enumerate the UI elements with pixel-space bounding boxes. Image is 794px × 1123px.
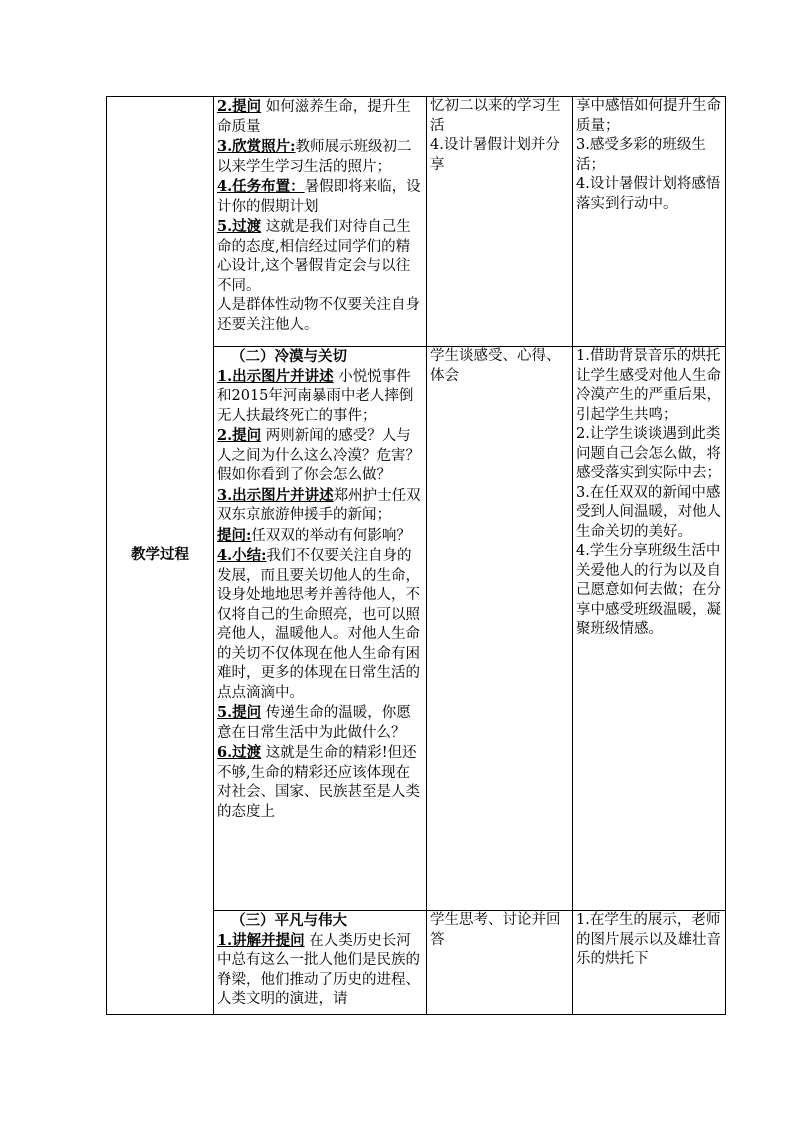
student-activity-cell: 忆初二以来的学习生活 4.设计暑假计划并分享 <box>427 97 573 347</box>
teacher-activity-cell <box>214 347 427 911</box>
list-item: 6.过渡 这就是生命的精彩!但还不够,生命的精彩还应该体现在对社会、国家、民族甚至是人类的态度上 <box>217 744 420 820</box>
student-activity-cell: 学生谈感受、心得、体会 <box>427 347 573 911</box>
list-item: 2.提问 两则新闻的感受？人与人之间为什么这么冷漠？危害？假如你看到了你会怎么做？ <box>217 427 420 483</box>
student-activity-cell: 学生思考、讨论并回答 <box>427 911 573 1015</box>
list-item: 3.欣赏照片:教师展示班级初二以来学生学习生活的照片； <box>217 138 412 175</box>
design-intent-cell: 1.在学生的展示，老师的图片展示以及雄壮音乐的烘托下 <box>573 911 726 1015</box>
row-header: 教学过程 <box>107 97 214 1015</box>
section-title: （三）平凡与伟大 <box>231 912 347 929</box>
list-item: 4.小结:我们不仅要关注自身的发展，而且要关切他人的生命，设身处地地思考并善待他人，不仅将自己的生命照亮，也可以照亮他人，温暖他人。对他人生命的关切不仅体现在他人生命有困难时，更多的体现在日常生活的点点滴滴中。 <box>217 547 420 701</box>
list-item: 人是群体性动物不仅要关注自身还要关注他人。 <box>217 297 420 333</box>
list-item: 1.讲解并提问 在人类历史长河中总有这么一批人他们是民族的脊梁，他们推动了历史的进程、人类文明的演进，请 <box>217 931 420 1007</box>
list-item: 5.提问 传递生命的温暖，你愿意在日常生活中为此做什么？ <box>217 704 411 741</box>
teacher-activity-cell <box>214 97 427 347</box>
lesson-table <box>106 96 726 1015</box>
section-title: （二）冷漠与关切 <box>231 348 347 365</box>
teacher-activity-cell <box>214 911 427 1015</box>
design-intent-cell: 享中感悟如何提升生命质量； 3.感受多彩的班级生活； 4.设计暑假计划将感悟落实到行动中。 <box>573 97 726 347</box>
design-intent-cell: 1.借助背景音乐的烘托让学生感受对他人生命冷漠产生的严重后果，引起学生共鸣； 2.让学生谈谈遇到此类问题自己会怎么做，将感受落实到实际中去； 3.在任双双的新闻中感受到人间温暖，对他人生命关切的美好。 4.学生分享班级生活中关爱他人的行为以及自己愿意如何去做；在分享中感受班级温暖，凝聚班级情感。 <box>573 347 726 911</box>
list-item: 3.出示图片并讲述郑州护士任双双东京旅游伸援手的新闻； <box>217 486 421 523</box>
list-item: 提问:任双双的举动有何影响？ <box>217 526 411 544</box>
list-item: 5.过渡 这就是我们对待自己生命的态度,相信经过同学们的精心设计,这个暑假肯定会与以往不同。 <box>217 218 411 294</box>
list-item: 4.任务布置：暑假即将来临，设计你的假期计划 <box>217 178 421 215</box>
list-item: 1.出示图片并讲述 小悦悦事件和2015年河南暴雨中老人摔倒无人扶最终死亡的事件； <box>217 367 414 424</box>
table-row <box>107 97 726 347</box>
list-item: 2.提问 如何滋养生命，提升生命质量 <box>217 98 411 135</box>
